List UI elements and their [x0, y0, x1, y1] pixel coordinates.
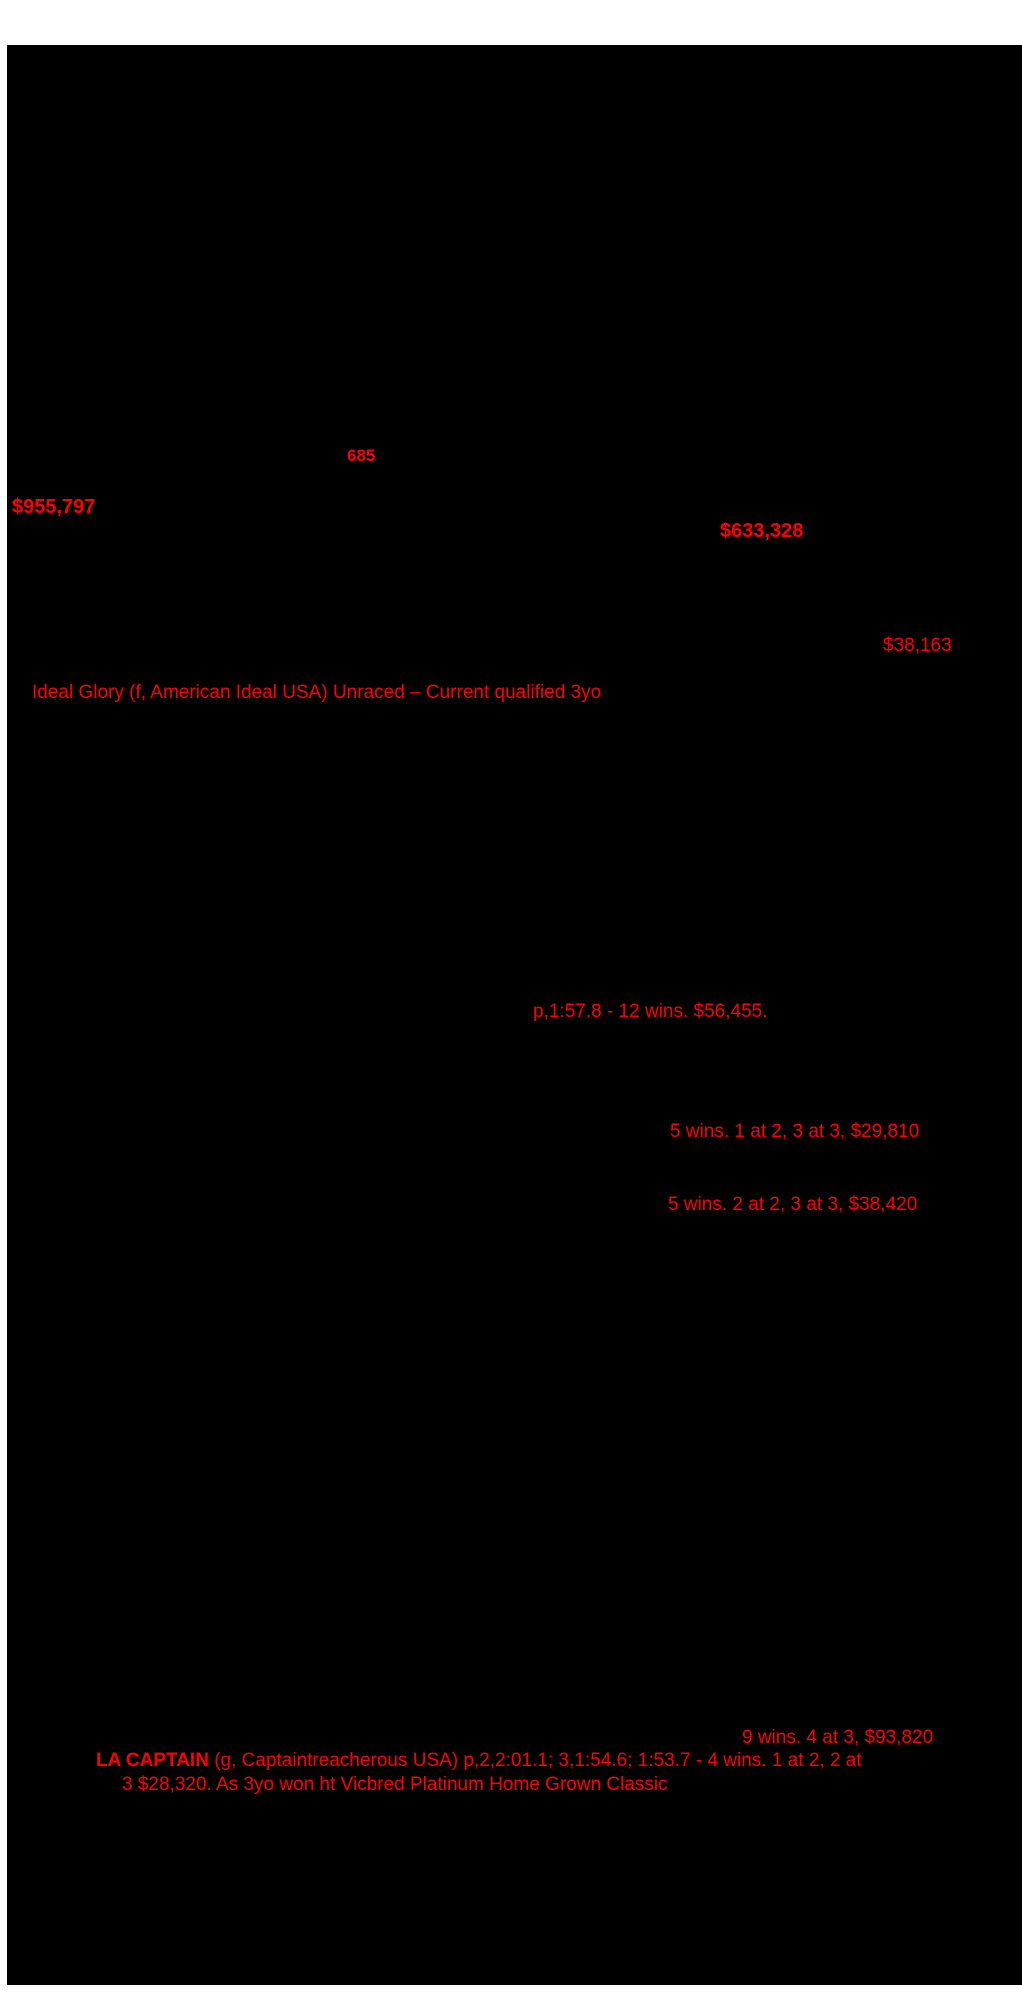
la-captain-line-2: 3 $28,320. As 3yo won ht Vicbred Platinum Home Grown Classic [122, 1774, 668, 1795]
earnings-amount-2: $633,328 [720, 520, 804, 542]
wins-summary-1: 5 wins. 1 at 2, 3 at 3, $29,810 [670, 1121, 920, 1142]
la-captain-line-1 [96, 1751, 862, 1772]
ideal-glory-line: Ideal Glory (f, American Ideal USA) Unraced – Current qualified 3yo [32, 682, 602, 703]
lot-number: 685 [347, 446, 376, 465]
la-captain-horse-name: LA CAPTAIN [96, 1750, 209, 1771]
catalogue-page [7, 45, 1022, 1985]
race-record-line: p,1:57.8 - 12 wins. $56,455. [533, 1001, 768, 1022]
wins-summary-2: 5 wins. 2 at 2, 3 at 3, $38,420 [668, 1194, 918, 1215]
wins-summary-3: 9 wins. 4 at 3, $93,820 [742, 1727, 934, 1748]
la-captain-details: (g, Captaintreacherous USA) p,2,2:01.1; 3,1:54.6; 1:53.7 - 4 wins. 1 at 2, 2 at [208, 1750, 862, 1771]
earnings-amount-1: $955,797 [12, 496, 96, 518]
earnings-amount-3: $38,163 [883, 635, 952, 656]
